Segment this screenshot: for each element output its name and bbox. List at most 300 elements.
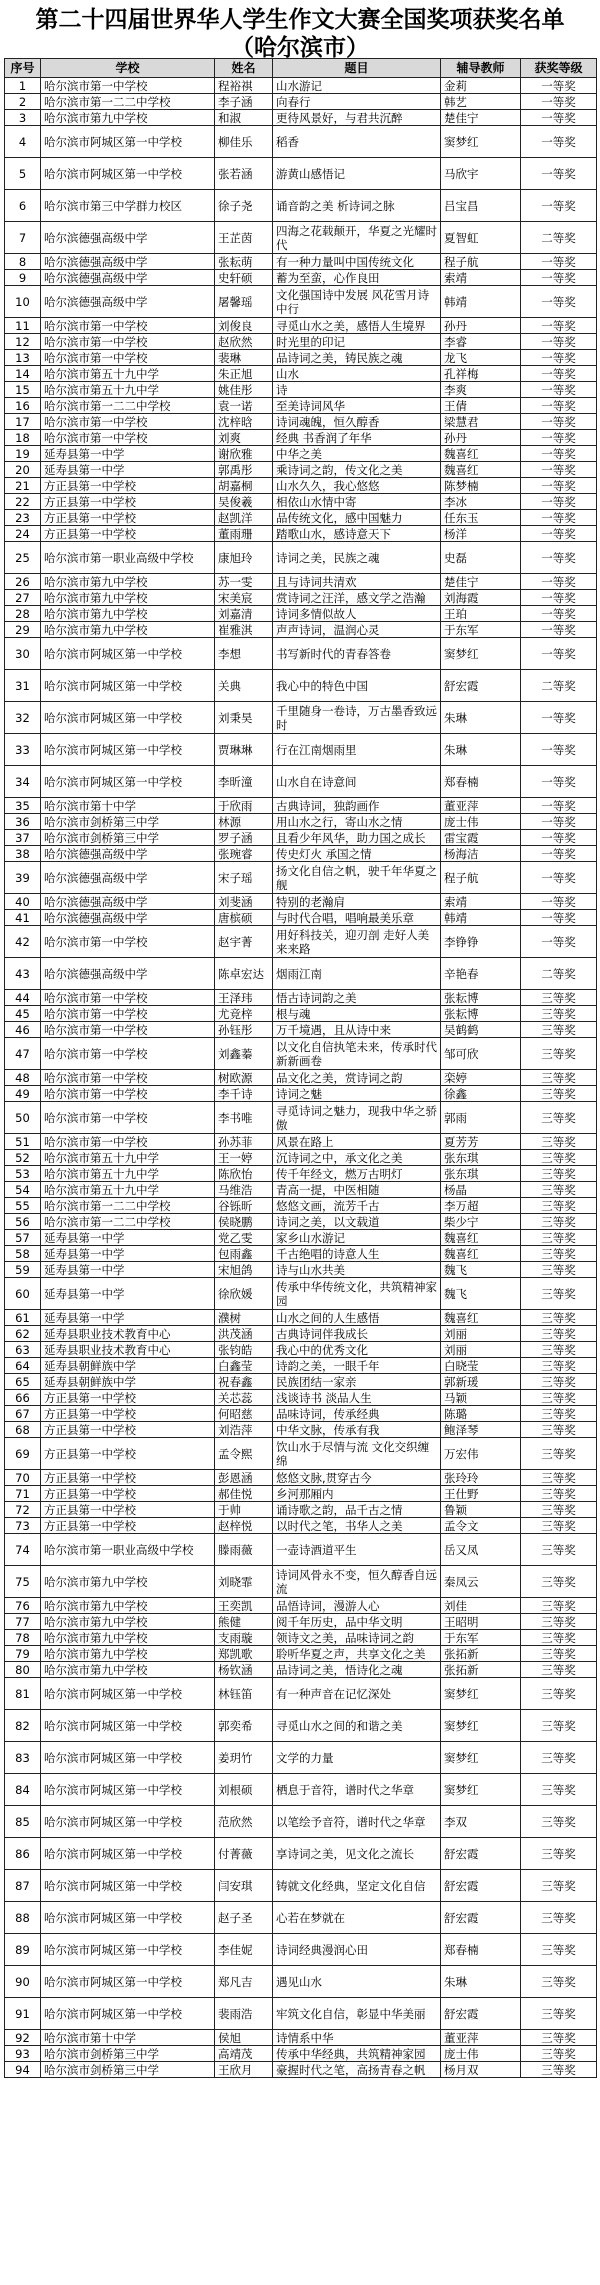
- cell-award: 一等奖: [521, 606, 597, 622]
- cell-index: 82: [5, 1710, 41, 1742]
- cell-school: 哈尔滨市第九中学校: [41, 622, 215, 638]
- cell-teacher: 朱琳: [441, 702, 521, 734]
- cell-teacher: 孔祥梅: [441, 366, 521, 382]
- table-row: [5, 94, 597, 110]
- cell-index: 11: [5, 318, 41, 334]
- cell-title: 传千年经文，燃万古明灯: [273, 1166, 441, 1182]
- cell-award: 三等奖: [521, 1614, 597, 1630]
- cell-index: 24: [5, 526, 41, 542]
- table-row: [5, 1966, 597, 1998]
- cell-teacher: 程子航: [441, 254, 521, 270]
- table-row: [5, 862, 597, 894]
- cell-index: 17: [5, 414, 41, 430]
- cell-title: 阅千年历史，品中华文明: [273, 1614, 441, 1630]
- cell-award: 一等奖: [521, 574, 597, 590]
- cell-name: 林源: [215, 814, 273, 830]
- cell-award: 一等奖: [521, 926, 597, 958]
- cell-title: 用好科技关，迎刃剖 走好人美来来路: [273, 926, 441, 958]
- cell-award: 三等奖: [521, 1310, 597, 1326]
- cell-name: 尤竞梓: [215, 1006, 273, 1022]
- cell-name: 赵宇菁: [215, 926, 273, 958]
- cell-title: 寻觅诗词之魅力，现我中华之骄傲: [273, 1102, 441, 1134]
- cell-title: 古典诗词伴我成长: [273, 1326, 441, 1342]
- cell-school: 哈尔滨市阿城区第一中学校: [41, 158, 215, 190]
- cell-school: 哈尔滨市第一中学校: [41, 430, 215, 446]
- cell-title: 悠悠文脉,贯穿古今: [273, 1470, 441, 1486]
- cell-teacher: 楚佳宁: [441, 110, 521, 126]
- cell-school: 哈尔滨市第九中学校: [41, 110, 215, 126]
- cell-award: 三等奖: [521, 1534, 597, 1566]
- cell-name: 彭恩涵: [215, 1470, 273, 1486]
- cell-school: 方正县第一中学校: [41, 1422, 215, 1438]
- table-row: [5, 670, 597, 702]
- cell-name: 赵子圣: [215, 1902, 273, 1934]
- cell-index: 92: [5, 2030, 41, 2046]
- cell-index: 37: [5, 830, 41, 846]
- cell-teacher: 鲁颖: [441, 1502, 521, 1518]
- cell-school: 哈尔滨市阿城区第一中学校: [41, 1710, 215, 1742]
- cell-award: 一等奖: [521, 126, 597, 158]
- cell-award: 三等奖: [521, 1262, 597, 1278]
- cell-school: 哈尔滨市剑桥第三中学: [41, 2046, 215, 2062]
- cell-award: 一等奖: [521, 286, 597, 318]
- cell-name: 付菁薇: [215, 1838, 273, 1870]
- cell-index: 74: [5, 1534, 41, 1566]
- cell-title: 品文化之美，赏诗词之韵: [273, 1070, 441, 1086]
- cell-award: 一等奖: [521, 366, 597, 382]
- cell-school: 哈尔滨市第一中学校: [41, 318, 215, 334]
- cell-award: 二等奖: [521, 670, 597, 702]
- cell-award: 三等奖: [521, 1902, 597, 1934]
- cell-teacher: 夏芳芳: [441, 1134, 521, 1150]
- cell-teacher: 金莉: [441, 78, 521, 94]
- cell-teacher: 魏喜红: [441, 462, 521, 478]
- table-row: [5, 1230, 597, 1246]
- cell-award: 三等奖: [521, 1006, 597, 1022]
- table-row: [5, 1166, 597, 1182]
- cell-teacher: 马欣宇: [441, 158, 521, 190]
- cell-school: 哈尔滨市第一中学校: [41, 1022, 215, 1038]
- cell-award: 一等奖: [521, 894, 597, 910]
- table-row: [5, 1278, 597, 1310]
- cell-teacher: 李睿: [441, 334, 521, 350]
- cell-award: 一等奖: [521, 622, 597, 638]
- cell-name: 洪茂涵: [215, 1326, 273, 1342]
- table-row: [5, 990, 597, 1006]
- cell-title: 诗情系中华: [273, 2030, 441, 2046]
- cell-name: 包雨鑫: [215, 1246, 273, 1262]
- title-line-1: 第二十四届世界华人学生作文大赛全国奖项获奖名单: [35, 7, 565, 33]
- cell-teacher: 梁慧君: [441, 414, 521, 430]
- cell-title: 根与魂: [273, 1006, 441, 1022]
- cell-name: 濮树: [215, 1310, 273, 1326]
- table-row: [5, 1134, 597, 1150]
- cell-school: 哈尔滨德强高级中学: [41, 862, 215, 894]
- cell-school: 哈尔滨市剑桥第三中学: [41, 830, 215, 846]
- cell-teacher: 辛艳春: [441, 958, 521, 990]
- cell-index: 61: [5, 1310, 41, 1326]
- cell-title: 千里随身一卷诗，万古墨香致远时: [273, 702, 441, 734]
- cell-school: 方正县第一中学校: [41, 526, 215, 542]
- cell-title: 且与诗词共清欢: [273, 574, 441, 590]
- cell-title: 至美诗词风华: [273, 398, 441, 414]
- page-title: [0, 0, 600, 61]
- cell-name: 宋旭鸽: [215, 1262, 273, 1278]
- cell-school: 哈尔滨市剑桥第三中学: [41, 2062, 215, 2078]
- cell-teacher: 窦梦红: [441, 1678, 521, 1710]
- cell-title: 万千境遇，且从诗中来: [273, 1022, 441, 1038]
- cell-name: 徐子尧: [215, 190, 273, 222]
- cell-name: 屠馨瑶: [215, 286, 273, 318]
- cell-index: 64: [5, 1358, 41, 1374]
- cell-title: 特别的老瀚肩: [273, 894, 441, 910]
- table-row: [5, 1358, 597, 1374]
- cell-index: 16: [5, 398, 41, 414]
- cell-teacher: 郭新瑗: [441, 1374, 521, 1390]
- cell-award: 一等奖: [521, 382, 597, 398]
- cell-title: 家乡山水游记: [273, 1230, 441, 1246]
- table-row: [5, 1038, 597, 1070]
- cell-index: 30: [5, 638, 41, 670]
- cell-school: 哈尔滨市第一中学校: [41, 1134, 215, 1150]
- cell-name: 张钧皓: [215, 1342, 273, 1358]
- cell-name: 滕雨薇: [215, 1534, 273, 1566]
- cell-index: 9: [5, 270, 41, 286]
- cell-award: 一等奖: [521, 846, 597, 862]
- cell-index: 27: [5, 590, 41, 606]
- cell-title: 文学的力量: [273, 1742, 441, 1774]
- cell-school: 哈尔滨市第一中学校: [41, 1038, 215, 1070]
- cell-title: 诗词之魅: [273, 1086, 441, 1102]
- cell-school: 哈尔滨市阿城区第一中学校: [41, 702, 215, 734]
- cell-teacher: 楚佳宁: [441, 574, 521, 590]
- cell-award: 一等奖: [521, 910, 597, 926]
- cell-name: 赵梓悦: [215, 1518, 273, 1534]
- cell-school: 哈尔滨市第一中学校: [41, 926, 215, 958]
- cell-teacher: 张拓新: [441, 1662, 521, 1678]
- cell-name: 郭禹彤: [215, 462, 273, 478]
- cell-award: 一等奖: [521, 734, 597, 766]
- table-body: [5, 78, 597, 2078]
- cell-index: 85: [5, 1806, 41, 1838]
- table-row: [5, 158, 597, 190]
- cell-title: 诗词风骨永不变，恒久醇香自远流: [273, 1566, 441, 1598]
- cell-name: 朱正旭: [215, 366, 273, 382]
- cell-school: 延寿县第一中学: [41, 1246, 215, 1262]
- cell-title: 山水游记: [273, 78, 441, 94]
- cell-name: 贾琳琳: [215, 734, 273, 766]
- cell-teacher: 白晓莹: [441, 1358, 521, 1374]
- cell-school: 哈尔滨市第三中学群力校区: [41, 190, 215, 222]
- col-header-title: 题目: [273, 59, 441, 78]
- cell-award: 三等奖: [521, 1246, 597, 1262]
- cell-teacher: 刘海霞: [441, 590, 521, 606]
- cell-name: 关芯蕊: [215, 1390, 273, 1406]
- cell-name: 陈欣怡: [215, 1166, 273, 1182]
- cell-school: 方正县第一中学校: [41, 510, 215, 526]
- cell-school: 方正县第一中学校: [41, 1470, 215, 1486]
- cell-school: 哈尔滨市阿城区第一中学校: [41, 1902, 215, 1934]
- cell-name: 树欧源: [215, 1070, 273, 1086]
- cell-index: 34: [5, 766, 41, 798]
- cell-teacher: 舒宏霞: [441, 1998, 521, 2030]
- cell-teacher: 魏飞: [441, 1262, 521, 1278]
- cell-award: 三等奖: [521, 1150, 597, 1166]
- cell-index: 72: [5, 1502, 41, 1518]
- cell-name: 王芷茵: [215, 222, 273, 254]
- cell-name: 郑凯歌: [215, 1646, 273, 1662]
- cell-title: 千古绝唱的诗意人生: [273, 1246, 441, 1262]
- cell-award: 三等奖: [521, 1742, 597, 1774]
- cell-index: 21: [5, 478, 41, 494]
- cell-index: 62: [5, 1326, 41, 1342]
- cell-teacher: 于东军: [441, 1630, 521, 1646]
- cell-index: 56: [5, 1214, 41, 1230]
- cell-title: 寻觅山水之间的和谐之美: [273, 1710, 441, 1742]
- cell-index: 10: [5, 286, 41, 318]
- cell-teacher: 吴鹤鹤: [441, 1022, 521, 1038]
- cell-award: 三等奖: [521, 990, 597, 1006]
- cell-teacher: 万宏伟: [441, 1438, 521, 1470]
- cell-award: 一等奖: [521, 110, 597, 126]
- cell-name: 李子涵: [215, 94, 273, 110]
- cell-teacher: 魏喜红: [441, 1310, 521, 1326]
- cell-award: 一等奖: [521, 350, 597, 366]
- cell-school: 哈尔滨德强高级中学: [41, 910, 215, 926]
- cell-school: 哈尔滨市第十中学: [41, 2030, 215, 2046]
- col-header-name: 姓名: [215, 59, 273, 78]
- cell-title: 烟雨江南: [273, 958, 441, 990]
- table-row: [5, 766, 597, 798]
- cell-teacher: 舒宏霞: [441, 1902, 521, 1934]
- cell-name: 陈卓宏达: [215, 958, 273, 990]
- cell-teacher: 魏飞: [441, 1278, 521, 1310]
- cell-name: 侯旭: [215, 2030, 273, 2046]
- cell-title: 经典 书香润了年华: [273, 430, 441, 446]
- cell-name: 赵欣然: [215, 334, 273, 350]
- table-row: [5, 1438, 597, 1470]
- cell-name: 袁一诺: [215, 398, 273, 414]
- cell-title: 我心中的优秀文化: [273, 1342, 441, 1358]
- cell-teacher: 李万超: [441, 1198, 521, 1214]
- cell-index: 4: [5, 126, 41, 158]
- table-row: [5, 350, 597, 366]
- cell-index: 8: [5, 254, 41, 270]
- cell-name: 于欣雨: [215, 798, 273, 814]
- cell-award: 三等奖: [521, 1070, 597, 1086]
- table-row: [5, 1022, 597, 1038]
- table-row: [5, 1774, 597, 1806]
- cell-teacher: 窦梦红: [441, 638, 521, 670]
- cell-teacher: 张东琪: [441, 1166, 521, 1182]
- cell-title: 传承中华经典，共筑精神家园: [273, 2046, 441, 2062]
- cell-award: 三等奖: [521, 1086, 597, 1102]
- cell-award: 一等奖: [521, 318, 597, 334]
- table-row: [5, 398, 597, 414]
- cell-title: 品诗词之美，悟诗化之魂: [273, 1662, 441, 1678]
- table-row: [5, 574, 597, 590]
- cell-award: 二等奖: [521, 222, 597, 254]
- table-row: [5, 382, 597, 398]
- cell-teacher: 张玲玲: [441, 1470, 521, 1486]
- cell-school: 延寿县朝鲜族中学: [41, 1358, 215, 1374]
- cell-award: 三等奖: [521, 1358, 597, 1374]
- cell-index: 83: [5, 1742, 41, 1774]
- cell-school: 哈尔滨市阿城区第一中学校: [41, 1806, 215, 1838]
- cell-name: 党乙雯: [215, 1230, 273, 1246]
- cell-index: 57: [5, 1230, 41, 1246]
- cell-school: 方正县第一中学校: [41, 1390, 215, 1406]
- cell-school: 哈尔滨市阿城区第一中学校: [41, 1998, 215, 2030]
- cell-title: 书写新时代的青春答卷: [273, 638, 441, 670]
- cell-teacher: 王珀: [441, 606, 521, 622]
- cell-school: 哈尔滨市第十中学: [41, 798, 215, 814]
- cell-title: 时光里的印记: [273, 334, 441, 350]
- cell-name: 于帅: [215, 1502, 273, 1518]
- cell-school: 哈尔滨市第一中学校: [41, 414, 215, 430]
- cell-award: 三等奖: [521, 1422, 597, 1438]
- cell-name: 王奕凯: [215, 1598, 273, 1614]
- cell-title: 悠悠文画，流芳千古: [273, 1198, 441, 1214]
- cell-name: 支雨璇: [215, 1630, 273, 1646]
- cell-teacher: 张耘博: [441, 990, 521, 1006]
- cell-school: 哈尔滨市第九中学校: [41, 1566, 215, 1598]
- cell-index: 43: [5, 958, 41, 990]
- cell-index: 67: [5, 1406, 41, 1422]
- table-row: [5, 1422, 597, 1438]
- cell-school: 延寿县朝鲜族中学: [41, 1374, 215, 1390]
- cell-teacher: 岳又凤: [441, 1534, 521, 1566]
- cell-award: 三等奖: [521, 1038, 597, 1070]
- cell-index: 36: [5, 814, 41, 830]
- cell-index: 32: [5, 702, 41, 734]
- cell-school: 哈尔滨市阿城区第一中学校: [41, 1966, 215, 1998]
- cell-index: 20: [5, 462, 41, 478]
- cell-index: 15: [5, 382, 41, 398]
- cell-index: 58: [5, 1246, 41, 1262]
- cell-index: 22: [5, 494, 41, 510]
- cell-name: 刘浩萍: [215, 1422, 273, 1438]
- cell-teacher: 孟令文: [441, 1518, 521, 1534]
- cell-name: 郭奕希: [215, 1710, 273, 1742]
- cell-teacher: 鲍泽琴: [441, 1422, 521, 1438]
- cell-name: 罗子涵: [215, 830, 273, 846]
- cell-title: 心若在梦就在: [273, 1902, 441, 1934]
- cell-award: 一等奖: [521, 766, 597, 798]
- cell-index: 40: [5, 894, 41, 910]
- cell-index: 53: [5, 1166, 41, 1182]
- cell-teacher: 程子航: [441, 862, 521, 894]
- cell-teacher: 舒宏霞: [441, 670, 521, 702]
- cell-index: 70: [5, 1470, 41, 1486]
- cell-index: 46: [5, 1022, 41, 1038]
- cell-school: 哈尔滨德强高级中学: [41, 222, 215, 254]
- cell-award: 三等奖: [521, 1678, 597, 1710]
- cell-school: 哈尔滨市阿城区第一中学校: [41, 1934, 215, 1966]
- cell-award: 一等奖: [521, 270, 597, 286]
- cell-index: 2: [5, 94, 41, 110]
- cell-teacher: 窦梦红: [441, 1742, 521, 1774]
- cell-title: 乘诗词之韵，传文化之美: [273, 462, 441, 478]
- cell-award: 二等奖: [521, 958, 597, 990]
- cell-name: 张琬睿: [215, 846, 273, 862]
- table-row: [5, 1614, 597, 1630]
- cell-title: 沉诗词之中，承文化之美: [273, 1150, 441, 1166]
- cell-award: 一等奖: [521, 590, 597, 606]
- cell-teacher: 庞士伟: [441, 814, 521, 830]
- cell-teacher: 李冰: [441, 494, 521, 510]
- cell-teacher: 刘佳: [441, 1598, 521, 1614]
- cell-award: 一等奖: [521, 798, 597, 814]
- cell-name: 刘秉昊: [215, 702, 273, 734]
- cell-index: 39: [5, 862, 41, 894]
- table-row: [5, 1390, 597, 1406]
- cell-index: 23: [5, 510, 41, 526]
- cell-index: 14: [5, 366, 41, 382]
- table-row: [5, 542, 597, 574]
- cell-award: 一等奖: [521, 862, 597, 894]
- cell-teacher: 索靖: [441, 270, 521, 286]
- cell-title: 诗韵之美，一眼千年: [273, 1358, 441, 1374]
- cell-teacher: 索靖: [441, 894, 521, 910]
- cell-school: 哈尔滨市阿城区第一中学校: [41, 1742, 215, 1774]
- cell-teacher: 柴少宁: [441, 1214, 521, 1230]
- table-row: [5, 926, 597, 958]
- cell-title: 遇见山水: [273, 1966, 441, 1998]
- cell-title: 向春行: [273, 94, 441, 110]
- cell-teacher: 龙飞: [441, 350, 521, 366]
- cell-award: 三等奖: [521, 1182, 597, 1198]
- cell-school: 方正县第一中学校: [41, 1438, 215, 1470]
- cell-school: 哈尔滨市第九中学校: [41, 574, 215, 590]
- col-header-award: 获奖等级: [521, 59, 597, 78]
- cell-teacher: 刘丽: [441, 1326, 521, 1342]
- table-row: [5, 1806, 597, 1838]
- cell-name: 史轩硕: [215, 270, 273, 286]
- cell-teacher: 李铮铮: [441, 926, 521, 958]
- table-row: [5, 1902, 597, 1934]
- cell-title: 品味诗词，传承经典: [273, 1406, 441, 1422]
- cell-teacher: 舒宏霞: [441, 1870, 521, 1902]
- cell-name: 杨钦涵: [215, 1662, 273, 1678]
- cell-index: 90: [5, 1966, 41, 1998]
- cell-title: 乡河那厢内: [273, 1486, 441, 1502]
- cell-title: 蓄为至蛮，心作良田: [273, 270, 441, 286]
- cell-index: 6: [5, 190, 41, 222]
- cell-teacher: 杨洋: [441, 526, 521, 542]
- cell-title: 用山水之行，寄山水之情: [273, 814, 441, 830]
- col-header-index: 序号: [5, 59, 41, 78]
- cell-name: 刘斐涵: [215, 894, 273, 910]
- table-row: [5, 1502, 597, 1518]
- cell-title: 寻觅山水之美，感悟人生境界: [273, 318, 441, 334]
- cell-name: 马维浩: [215, 1182, 273, 1198]
- cell-name: 刘嘉清: [215, 606, 273, 622]
- cell-title: 扬文化自信之帆，驶千年华夏之舰: [273, 862, 441, 894]
- cell-name: 李想: [215, 638, 273, 670]
- cell-teacher: 任东玉: [441, 510, 521, 526]
- cell-award: 一等奖: [521, 430, 597, 446]
- cell-name: 闫安琪: [215, 1870, 273, 1902]
- cell-school: 哈尔滨市第五十九中学: [41, 1166, 215, 1182]
- cell-title: 诗词魂魄，恒久醇香: [273, 414, 441, 430]
- cell-award: 三等奖: [521, 1390, 597, 1406]
- cell-award: 三等奖: [521, 1502, 597, 1518]
- table-row: [5, 1934, 597, 1966]
- cell-teacher: 张东琪: [441, 1150, 521, 1166]
- cell-award: 一等奖: [521, 830, 597, 846]
- table-row: [5, 478, 597, 494]
